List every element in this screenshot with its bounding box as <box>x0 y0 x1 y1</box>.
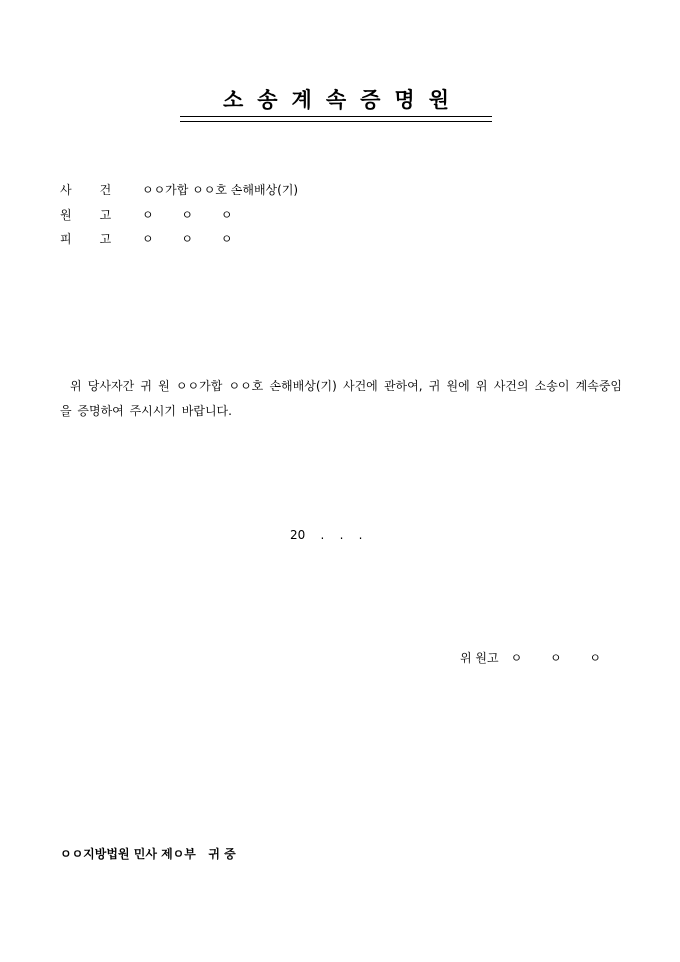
party-row-case <box>60 182 298 198</box>
signer-role: 위 원고 <box>460 651 499 665</box>
defendant-value: ㅇ ㅇ ㅇ <box>142 232 245 246</box>
defendant-label: 피고 <box>60 232 140 246</box>
date-line: 20 . . . <box>290 528 363 542</box>
document-title: 소송계속증명원 <box>222 87 463 112</box>
body-paragraph: 위 당사자간 귀 원 ㅇㅇ가합 ㅇㅇ호 손해배상(기) 사건에 관하여, 귀 원에 위 사건의 소송이 계속중임을 증명하여 주시시기 바랍니다. <box>60 379 622 418</box>
party-row-defendant <box>60 231 244 247</box>
addressee-court: ㅇㅇ지방법원 민사 제ㅇ부 귀 중 <box>60 847 236 861</box>
case-value: ㅇㅇ가합 ㅇㅇ호 손해배상(기) <box>142 183 299 197</box>
plaintiff-value: ㅇ ㅇ ㅇ <box>142 208 245 222</box>
plaintiff-label: 원고 <box>60 208 140 222</box>
title-double-underline <box>180 116 492 122</box>
signer-line <box>460 650 613 666</box>
signer-name: ㅇ ㅇ ㅇ <box>510 651 613 665</box>
party-row-plaintiff <box>60 207 244 223</box>
case-label: 사건 <box>60 183 140 197</box>
